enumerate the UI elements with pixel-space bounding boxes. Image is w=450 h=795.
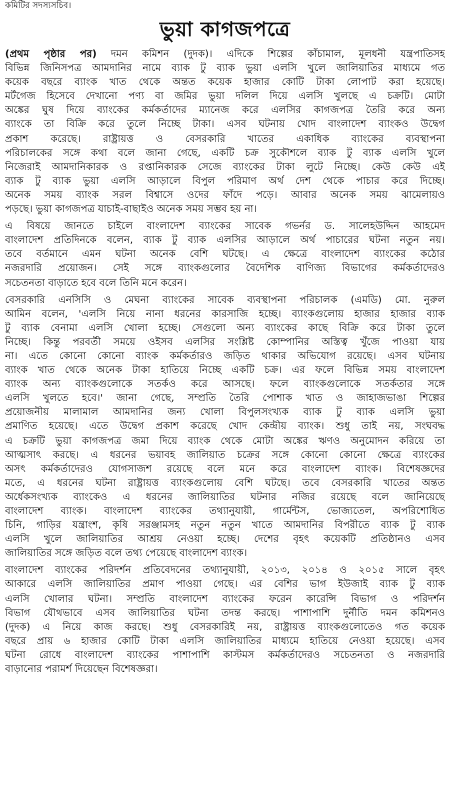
body-line: প্রমাণিত হয়েছে। এতে উদ্বেগ প্রকাশ করেছে খোদ কেন্দ্রীয় ব্যাংক। শুধু তাই নয়, সংঘবদ্ধ xyxy=(5,421,445,433)
body-line: আমিন বলেন, 'এলসি নিয়ে নানা ধরনের কারসাজি হচ্ছে। ব্যাংকগুলোয় হাজার হাজার ব্যাক xyxy=(5,308,445,320)
body-line: অঙ্কের ঘুষ দিয়ে ব্যাংকের কর্মকর্তাদের ম্যানেজ করে এলসির কাগজপত্র তৈরি করে অন্য xyxy=(5,105,445,117)
body-line: বাড়ানোর পরামর্শ দিয়েছেন বিশেষজ্ঞরা। xyxy=(5,664,158,676)
body-line: চিনি, গাড়ির যন্ত্রাংশ, কৃষি সরঞ্জামসহ নতুন নতুন খাতে আমদানির বিপরীতে ব্যাক টু ব্যাক xyxy=(5,520,445,532)
body-line: সচেতনতা বাড়াতে হবে বলে তিনি মনে করেন। xyxy=(5,277,187,289)
article-body xyxy=(5,48,445,677)
body-line: ব্যাংক অন্য ব্যাংকগুলোকে সতর্কও করে আসছে। ফলে ব্যাংকগুলোকে সতর্কতার সঙ্গে xyxy=(5,379,445,391)
body-line: ব্যাক টু ব্যাক ভুয়া এলসি আড়ালে বিপুল পরিমাণ অর্থ দেশ থেকে পাচার করে দিচ্ছে। xyxy=(5,175,445,187)
previous-article-fragment: কমিটির সদস্যসচিব। xyxy=(5,1,72,11)
body-line: অনেক সময় ব্যাংক সরল বিশ্বাসে ওদের ফাঁদে পড়ে। আবার অনেক সময় ঝামেলায়ও xyxy=(5,189,445,201)
body-line: পড়ছে। ভুয়া কাগজপত্র যাচাই-বাছাইও অনেক সময় সম্ভব হয় না। xyxy=(5,204,257,216)
body-line: বেসরকারি এনসিসি ও মেঘনা ব্যাংকের সাবেক ব্যবস্থাপনা পরিচালক (এমডি) মো. নুরুল xyxy=(5,294,445,306)
body-line: প্রকাশ করেছে। রাষ্ট্রায়ত্ত ও বেসরকারি খাতের একাধিক ব্যাংকের ব্যবস্থাপনা xyxy=(5,133,445,145)
body-line: (দুদক) এ নিয়ে কাজ করছে। শুধু বেসরকারিই নয়, রাষ্ট্রায়ত্ত ব্যাংকগুলোতেও গত কয়েক xyxy=(5,621,445,633)
body-line: টু ব্যাক বেনামা এলসি খোলা হচ্ছে। সেগুলো অন্য ব্যাংকের কাছে বিক্রি করে টাকা তুলে xyxy=(5,322,445,334)
body-line: নিচ্ছে। কিন্তু পরবর্তী সময়ে ওইসব এলসির সংশ্লিষ্ট কোম্পানির অস্তিত্ব খুঁজে পাওয়া যায় xyxy=(5,336,445,348)
body-line: এলসি খুলে জালিয়াতির আশ্রয় নেওয়া হচ্ছে। দেশের বৃহৎ কয়েকটি প্রতিষ্ঠানও এসব xyxy=(5,534,445,546)
body-line: পরিচালকের সঙ্গে কথা বলে জানা গেছে, একটি চক্র সুকৌশলে ব্যাক টু ব্যাক এলসি খুলে xyxy=(5,147,445,159)
article-headline: ভুয়া কাগজপত্রে xyxy=(159,17,291,41)
body-line: না। এতে কোনো কোনো ব্যাংক কর্মকর্তারও জড়িত থাকার অভিযোগ রয়েছে। এসব ঘটনায় xyxy=(5,350,445,362)
body-line: বিভিন্ন জিনিসপত্র আমদানির নামে ব্যাক টু ব্যাক ভুয়া এলসি খুলে জালিয়াতির মাধ্যমে গত xyxy=(5,63,445,75)
body-line: ব্যাংক খাত থেকে অনেক টাকা হাতিয়ে নিচ্ছে একটি চক্র। এর ফলে বিভিন্ন সময় বাংলাদেশ xyxy=(5,365,445,377)
body-line-text: দমন কমিশন (দুদক)। এদিকে শিল্পের কাঁচামাল, মূলধনী যন্ত্রপাতিসহ xyxy=(96,49,445,60)
body-line: এ বিষয়ে জানতে চাইলে বাংলাদেশ ব্যাংকের সাবেক গভর্নর ড. সালেহউদ্দিন আহমেদ xyxy=(5,221,445,233)
body-line: এ চক্রটি ভুয়া কাগজপত্র জমা দিয়ে ব্যাংক থেকে মোটা অঙ্কের ঋণও অনুমোদন করিয়ে তা xyxy=(5,435,445,447)
body-line: ঘটনা রোধে বাংলাদেশ ব্যাংকের পাশাপাশি কাস্টমস কর্মকর্তাদেরও সচেতনতা ও নজরদারি xyxy=(5,649,445,661)
body-line: আকারে এলসি জালিয়াতির প্রমাণ পাওয়া গেছে। এর বেশির ভাগ ইউজাই ব্যাক টু ব্যাক xyxy=(5,579,445,591)
body-line: বছরে প্রায় ৬ হাজার কোটি টাকা এলসি জালিয়াতির মাধ্যমে হাতিয়ে নেওয়া হয়েছে। এসব xyxy=(5,635,445,647)
body-line: এলসি খোলার ঘটনা। সম্প্রতি বাংলাদেশ ব্যাংকের ফরেন কারেন্সি বিভাগ ও পরিদর্শন xyxy=(5,593,445,605)
continuation-label: (প্রথম পৃষ্ঠার পর) xyxy=(5,49,97,60)
body-line: এলসি খুলতে হবে।' জানা গেছে, সম্প্রতি তৈরি পোশাক খাত ও জাহাজভাঙা শিল্পের xyxy=(5,393,445,405)
body-line: মর্টগেজ হিসেবে দেখানো পণ্য বা জমির ভুয়া দলিল দিয়ে এলসি খুলছে এ চক্রটি। মোটা xyxy=(5,91,445,103)
body-line: তবে বর্তমানে এমন ঘটনা অনেক বেশি ঘটছে। এ ক্ষেত্রে বাংলাদেশ ব্যাংকের কঠোর xyxy=(5,249,445,261)
body-line: বাংলাদেশ ব্যাংকের পরিদর্শন প্রতিবেদনের তথ্যানুযায়ী, ২০১৩, ২০১৪ ও ২০১৫ সালে বৃহৎ xyxy=(5,565,445,577)
body-line: মতে, এ ধরনের ঘটনা রাষ্ট্রায়ত্ত ব্যাংকগুলোয় বেশি ঘটছে। তবে বেসরকারি খাতের অন্তত xyxy=(5,477,445,489)
body-line: ব্যাংকে তা বিক্রি করে তুলে নিচ্ছে টাকা। এসব ঘটনায় খোদ বাংলাদেশ ব্যাংকও উদ্বেগ xyxy=(5,119,445,131)
body-line: প্রয়োজনীয় মালামাল আমদানির জন্য খোলা বিপুলসংখ্যক ব্যাক টু ব্যাক এলসি ভুয়া xyxy=(5,407,445,419)
body-line: কয়েক বছরে ব্যাংক খাত থেকে অন্তত কয়েক হাজার কোটি টাকা লোপাট করা হয়েছে। xyxy=(5,77,445,89)
body-line: বাংলাদেশ ব্যাংক। বাংলাদেশ ব্যাংকের তথ্যানুযায়ী, গার্মেন্টস, ভোজ্যতেল, অপরিশোধিত xyxy=(5,506,445,517)
body-line: অর্ধেকসংখ্যক ব্যাংকেও এ ধরনের জালিয়াতির ঘটনার নজির রয়েছে বলে জানিয়েছে xyxy=(5,491,445,503)
body-line: অসৎ কর্মকর্তাদেরও যোগসাজশ রয়েছে বলে মনে করে বাংলাদেশ ব্যাংক। বিশেষজ্ঞদের xyxy=(5,463,445,475)
body-line xyxy=(5,48,445,62)
body-line: আত্মসাৎ করছে। এ ধরনের ভয়াবহ জালিয়াত চক্রের সঙ্গে কোনো কোনো ক্ষেত্রে ব্যাংকের xyxy=(5,449,445,461)
body-line: নজরদারি প্রয়োজন। সেই সঙ্গে ব্যাংকগুলোর বৈদেশিক বাণিজ্য বিভাগের কর্মকর্তাদেরও xyxy=(5,263,445,275)
body-line: বাংলাদেশ প্রতিদিনকে বলেন, ব্যাক টু ব্যাক এলসির আড়ালে অর্থ পাচারের ঘটনা নতুন নয়। xyxy=(5,235,445,247)
body-line: নিজেরাই আমদানিকারক ও রপ্তানিকারক সেজে ব্যাংকের টাকা লুটে নিচ্ছে। কেউ কেউ এই xyxy=(5,161,445,173)
body-line: জালিয়াতির সঙ্গে জড়িত বলে তথ্য পেয়েছে বাংলাদেশ ব্যাংক। xyxy=(5,548,248,560)
body-line: বিভাগ যৌথভাবে এসব জালিয়াতির ঘটনা তদন্ত করছে। পাশাপাশি দুর্নীতি দমন কমিশনও xyxy=(5,607,445,619)
